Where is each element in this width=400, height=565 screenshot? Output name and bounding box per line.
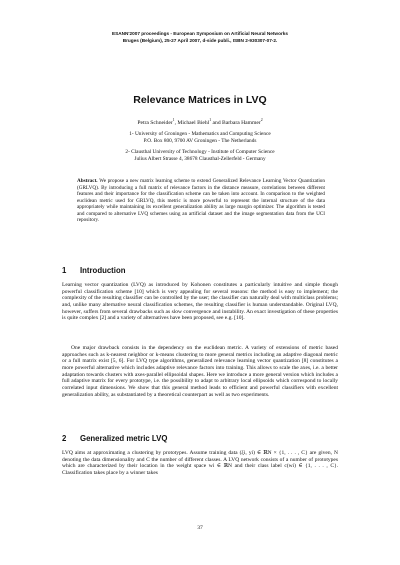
affiliation-line: 2- Clausthal University of Technology - Institute of Computer Science [125,149,275,155]
abstract [77,178,325,224]
proceedings-header-line1: ESANN'2007 proceedings - European Symposium on Artificial Neural Networks [112,31,288,36]
section-heading-introduction [62,266,342,276]
section-title: Introduction [80,266,126,275]
body-paragraph: Learning vector quantization (LVQ) as introduced by Kohonen constitutes a particularly intuitive and simple though powerful classification scheme [10] which is very appealing for several reasons: the method is easy to implement; the complexity of the resulting classifier can be controlled by the user; the classifier can naturally deal with multiclass problems; and, unlike many alternative neural classification schemes, the resulting classifier is human understandable. Original LVQ, however, suffers from several drawbacks such as slow convergence and instability. An exact investigation of these properties is quite complex [2] and a variety of alternatives have been proposed, see e.g. [10]. [62,282,338,322]
affiliation-marker: 1 [172,118,175,122]
affiliation-2 [40,149,360,162]
page-number: 37 [197,525,203,531]
body-paragraph: LVQ aims at approximating a clustering by prototypes. Assume training data (ξi, yi) ∈ ℝN × {1, . . . , C} are given, N denoting the data dimensionality and C the number of different classes. A LVQ network consists of a number of prototypes which are characterized by their location in the weight space wi ∈ ℝN and their class label c(wi) ∈ {1, . . . , C}. Classification takes place by a winner takes [62,450,338,476]
section-title: Generalized metric LVQ [80,434,168,443]
abstract-label: Abstract. [77,178,98,184]
author-name: and Barbara Hammer [211,119,261,126]
body-paragraph [62,345,338,398]
section-heading-generalized-metric-lvq [62,434,342,444]
author-name: , Michael Biehl [174,119,210,126]
paragraph-text: One major drawback consists in the dependency on the euclidean metric. A variety of extensions of metric based approaches such as k-nearest neighbor or k-means clustering to more general metrics including an adaptive diagonal metric or a full matrix exist [5, 6]. For LVQ type algorithms, generalized relevance learning vector quantization [8] constitutes a more powerful alternative which includes adaptive relevance factors into training. This allows to scale the axes, i.e. a better adaptation towards clusters with axes-parallel ellipsoidal shapes. Here we introduce a more general version which includes a full adaptive matrix for every prototype, i.e. the possibility to adapt to arbitrary local ellipsoids which correspond to locally correlated input dimensions. We show that this general method leads to efficient and powerful classifiers with excellent generalization ability, as substantiated by a theoretical counterpart as well as two experiments. [62,345,338,398]
section-number: 2 [62,434,67,443]
section-number: 1 [62,266,67,275]
affiliation-line: Julius Albert Strasse 4, 38678 Clausthal-Zellerfeld - Germany [134,155,266,162]
affiliation-marker: 2 [260,118,263,122]
proceedings-header [60,31,340,44]
affiliation-marker: 1 [209,118,212,122]
author-list [40,117,360,127]
paper-title: Relevance Matrices in LVQ [133,94,267,106]
abstract-text: We propose a new matrix learning scheme to extend Generalized Relevance Learning Vector Quantization (GRLVQ). By introducing a full matrix of relevance factors in the distance measure, correlations between different features and their importance for the classification scheme can be taken into account. In comparison to the weighted euclidean metric used for GRLVQ, this metric is more powerful to represent the internal structure of the data appropriately while maintaining its excellent generalization ability as large margin optimizer. The algorithm is tested and compared to alternative LVQ schemes using an artificial dataset and the image segmentation data from the UCI repository. [77,178,325,224]
author-name: Petra Schneider [137,119,173,126]
affiliation-line: P.O. Box 800, 9700 AV Groningen - The Netherlands [143,137,257,144]
affiliation-1 [40,131,360,144]
affiliation-line: 1- University of Groningen - Mathematics and Computing Science [129,131,271,137]
proceedings-header-line2: Bruges (Belgium), 25-27 April 2007, d-side publi., ISBN 2-930307-07-2. [122,37,278,43]
